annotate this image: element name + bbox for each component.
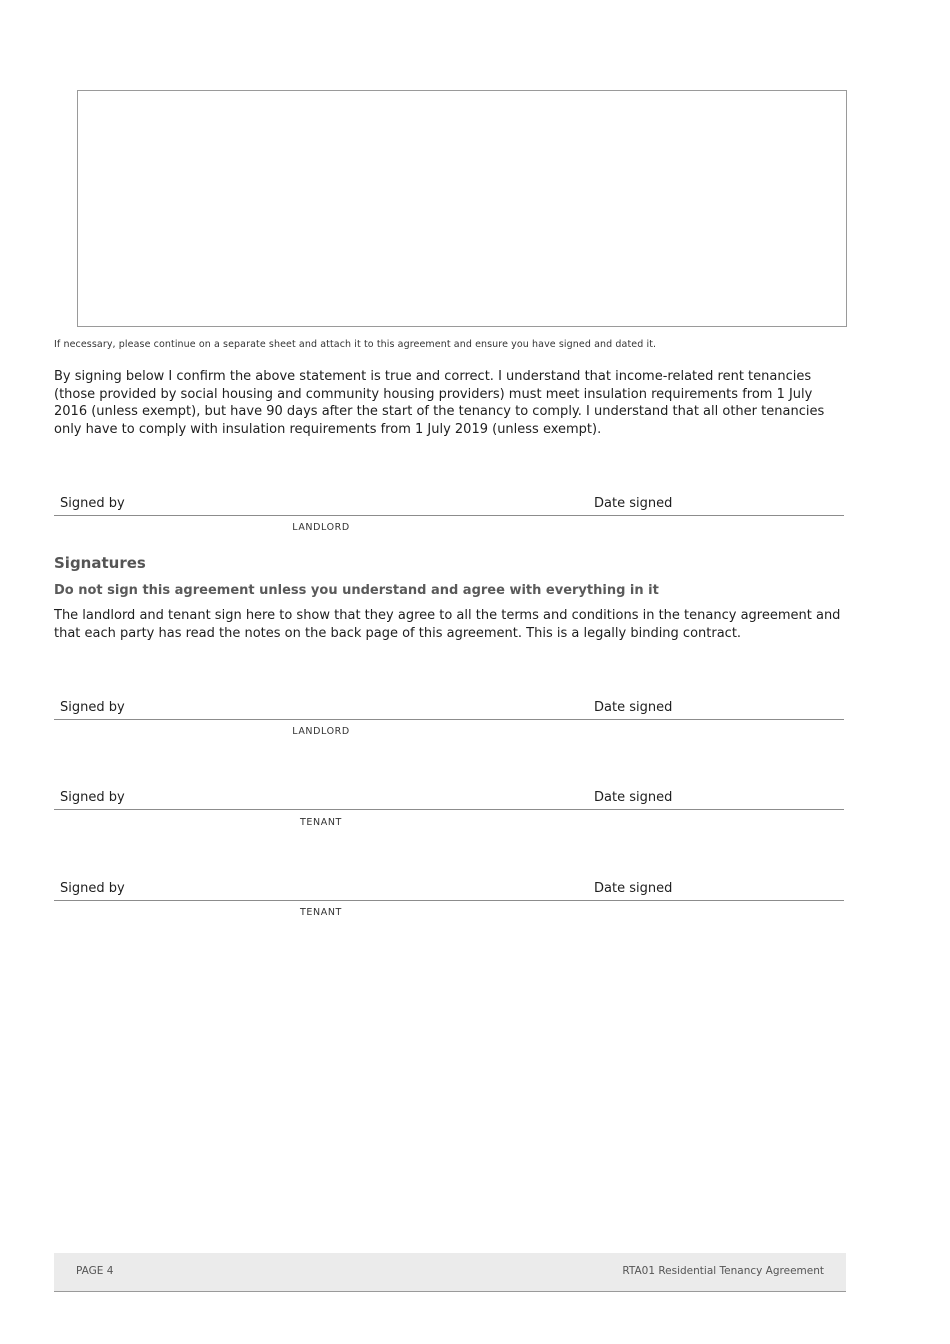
insulation-signature-line[interactable] — [54, 495, 844, 516]
page-number: PAGE 4 — [76, 1265, 114, 1277]
signatures-body: The landlord and tenant sign here to show that they agree to all the terms and conditions in the tenancy agreement and that each party has read the notes on the back page of this agreement. This is a legally binding contract. — [54, 608, 841, 641]
signed-by-label: Signed by — [60, 700, 125, 715]
tenant-signature-line-1[interactable] — [54, 789, 844, 810]
signed-by-label: Signed by — [60, 496, 125, 511]
signatures-subheading: Do not sign this agreement unless you understand and agree with everything in it — [54, 583, 659, 598]
signed-by-label: Signed by — [60, 881, 125, 896]
continuation-text-box[interactable] — [77, 90, 847, 327]
continuation-note: If necessary, please continue on a separate sheet and attach it to this agreement and ensure you have signed and dated it. — [54, 339, 657, 350]
insulation-statement: By signing below I confirm the above statement is true and correct. I understand that income-related rent tenancies (those provided by social housing and community housing providers) must meet insulation requirements from 1 July 2016 (unless exempt), but have 90 days after the start of the tenancy to comply. I understand that all other tenancies only have to comply with insulation requirements from 1 July 2019 (unless exempt). — [54, 369, 825, 437]
signed-by-label: Signed by — [60, 790, 125, 805]
signatures-heading: Signatures — [54, 554, 146, 572]
role-label-landlord: LANDLORD — [292, 726, 350, 737]
date-signed-label: Date signed — [594, 790, 673, 805]
role-label-landlord: LANDLORD — [292, 522, 350, 533]
role-label-tenant: TENANT — [300, 817, 342, 828]
landlord-signature-line[interactable] — [54, 699, 844, 720]
page-footer — [54, 1253, 846, 1292]
date-signed-label: Date signed — [594, 881, 673, 896]
role-label-tenant: TENANT — [300, 907, 342, 918]
date-signed-label: Date signed — [594, 700, 673, 715]
document-title: RTA01 Residential Tenancy Agreement — [622, 1265, 824, 1277]
tenant-signature-line-2[interactable] — [54, 880, 844, 901]
date-signed-label: Date signed — [594, 496, 673, 511]
